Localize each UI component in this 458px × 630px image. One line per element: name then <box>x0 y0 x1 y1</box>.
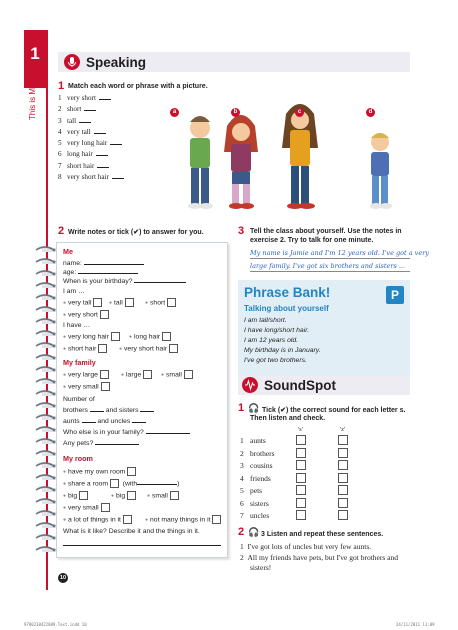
sound-row: 3 cousins <box>238 459 410 472</box>
z-sound-checkbox[interactable] <box>338 473 348 483</box>
word-list-item: 7 short hair <box>58 162 124 173</box>
word-list-item: 5 very long hair <box>58 139 124 150</box>
checkbox[interactable] <box>184 370 193 379</box>
z-sound-checkbox[interactable] <box>338 510 348 520</box>
me-heading: Me <box>63 247 73 256</box>
checkbox[interactable] <box>100 310 109 319</box>
sound-ex1-instruction-2: Then listen and check. <box>250 415 326 422</box>
i-am-label: I am … <box>63 288 85 295</box>
s-sound-checkbox[interactable] <box>296 485 306 495</box>
word-list-item: 2 short <box>58 105 124 116</box>
sound-ex1-number: 1 <box>238 402 245 414</box>
z-sound-checkbox[interactable] <box>338 460 348 470</box>
opt-very-long-hair[interactable]: ● very long hair <box>63 332 120 341</box>
word-list-item: 6 long hair <box>58 150 124 161</box>
headphones-icon: 🎧 <box>248 527 260 537</box>
phrase-line: I have long/short hair. <box>244 327 310 334</box>
picture-label-c: c <box>295 108 304 117</box>
checkbox[interactable] <box>98 344 107 353</box>
col-s-header: 's' <box>298 426 303 433</box>
checkbox[interactable] <box>212 515 221 524</box>
checkbox[interactable] <box>111 332 120 341</box>
s-sound-checkbox[interactable] <box>296 510 306 520</box>
sound-row: 5 pets <box>238 484 410 497</box>
word-list-item: 3 tall <box>58 117 124 128</box>
word-list-item: 8 very short hair <box>58 173 124 184</box>
checkbox[interactable] <box>127 467 136 476</box>
age-label: age: <box>63 269 77 276</box>
opt-big[interactable]: ● big <box>63 491 88 500</box>
sound-row: 2 brothers <box>238 447 410 460</box>
birthday-field[interactable] <box>63 277 186 285</box>
opt-short[interactable]: ● short <box>145 298 176 307</box>
ex1-word-list <box>58 94 124 184</box>
who-else-field[interactable]: Who else is in your family? <box>63 428 190 436</box>
s-sound-checkbox[interactable] <box>296 460 306 470</box>
phrase-bank-title: Phrase Bank! <box>244 285 331 300</box>
word-list-item: 1 very short <box>58 94 124 105</box>
opt-room-big-2[interactable]: ● big <box>111 491 136 500</box>
ex3-instruction-1: Tell the class about yourself. Use the notes in <box>250 228 402 235</box>
character-b <box>224 115 258 209</box>
opt-own-room[interactable]: ● have my own room <box>63 467 136 476</box>
checkbox[interactable] <box>170 491 179 500</box>
opt-very-short[interactable]: ● very short <box>63 310 109 319</box>
sound-word-list <box>238 434 410 522</box>
answer-blank[interactable] <box>112 178 124 179</box>
birthday-question: When is your birthday? <box>63 278 133 285</box>
sound-ex1-instruction-1: Tick (✔) the correct sound for each letter s. <box>262 407 406 414</box>
checkbox[interactable] <box>143 370 152 379</box>
s-sound-checkbox[interactable] <box>296 435 306 445</box>
phrase-line: I've got two brothers. <box>244 357 307 364</box>
opt-very-tall[interactable]: ● very tall <box>63 298 102 307</box>
phrase-bank-subtitle: Talking about yourself <box>244 304 329 313</box>
soundspot-title: SoundSpot <box>264 378 336 393</box>
opt-lot-things[interactable]: ● a lot of things in it <box>63 515 132 524</box>
speaking-title: Speaking <box>86 55 147 70</box>
phrase-bank-icon: P <box>386 286 404 304</box>
opt-very-short-hair[interactable]: ● very short hair <box>119 344 178 353</box>
unit-number: 1 <box>30 44 40 63</box>
soundwave-icon <box>242 377 258 393</box>
opt-very-small-room[interactable]: ● very small <box>63 503 110 512</box>
opt-small[interactable]: ● small <box>161 370 193 379</box>
checkbox[interactable] <box>101 382 110 391</box>
name-label: name: <box>63 260 82 267</box>
headphones-icon: 🎧 <box>248 403 260 413</box>
age-field[interactable] <box>63 268 138 276</box>
sound-row: 4 friends <box>238 472 410 485</box>
checkbox[interactable] <box>101 503 110 512</box>
answer-blank[interactable] <box>96 155 108 156</box>
ex3-example-2: large family. I've got six brothers and sisters ... <box>250 262 406 270</box>
picture-label-a: a <box>170 108 179 117</box>
family-heading: My family <box>63 358 96 367</box>
checkbox[interactable] <box>93 298 102 307</box>
col-z-header: 'z' <box>340 426 346 433</box>
footer-right: 24/11/2011 11:09 <box>396 622 435 627</box>
z-sound-checkbox[interactable] <box>338 435 348 445</box>
checkbox[interactable] <box>127 491 136 500</box>
page-number: 10 <box>59 575 67 581</box>
ex1-instruction: Match each word or phrase with a picture. <box>68 83 208 90</box>
describe-answer-line[interactable] <box>63 545 221 546</box>
notebook-spiral <box>32 244 58 558</box>
checkbox[interactable] <box>167 298 176 307</box>
pets-field[interactable]: Any pets? <box>63 439 139 447</box>
opt-long-hair[interactable]: ● long hair <box>129 332 171 341</box>
ex3-instruction-2: exercise 2. Try to talk for one minute. <box>250 237 374 244</box>
s-sound-checkbox[interactable] <box>296 498 306 508</box>
opt-very-large[interactable]: ● very large <box>63 370 109 379</box>
phrase-line: My birthday is in January. <box>244 347 321 354</box>
describe-prompt: What is it like? Describe it and the things in it. <box>63 528 200 535</box>
opt-tall[interactable]: ● tall <box>109 298 134 307</box>
phrase-line: I am 12 years old. <box>244 337 299 344</box>
opt-not-many[interactable]: ● not many things in it <box>145 515 221 524</box>
checkbox[interactable] <box>100 370 109 379</box>
ex3-line-2 <box>250 271 410 272</box>
checkbox[interactable] <box>123 515 132 524</box>
phrase-line: I am tall/short. <box>244 317 287 324</box>
ex3-example-1: My name is Jamie and I'm 12 years old. I've got a very <box>250 249 429 257</box>
z-sound-checkbox[interactable] <box>338 448 348 458</box>
sound-ex2-number: 2 <box>238 526 245 538</box>
checkbox[interactable] <box>79 491 88 500</box>
number-of-label: Number of <box>63 396 95 403</box>
ex2-instruction: Write notes or tick (✔) to answer for you. <box>68 229 204 236</box>
checkbox[interactable] <box>169 344 178 353</box>
picture-label-b: b <box>231 108 240 117</box>
character-a <box>188 116 213 209</box>
name-field[interactable] <box>63 259 144 267</box>
ex3-line-1 <box>250 258 410 259</box>
footer-left: 9780230422889.Text.indd 10 <box>24 622 87 627</box>
characters-illustration <box>150 100 410 220</box>
sentence-2: 2 All my friends have pets, but I've got brothers and <box>240 553 398 562</box>
s-sound-checkbox[interactable] <box>296 448 306 458</box>
ex3-number: 3 <box>238 225 245 237</box>
opt-very-small[interactable]: ● very small <box>63 382 110 391</box>
opt-large[interactable]: ● large <box>121 370 152 379</box>
ex1-number: 1 <box>58 80 65 92</box>
unit-label: This is Me! <box>28 81 37 120</box>
sound-row: 1 aunts <box>238 434 410 447</box>
phrase-bank-box <box>238 280 410 376</box>
sound-row: 7 uncles <box>238 509 410 522</box>
answer-blank[interactable] <box>99 99 111 100</box>
answer-blank[interactable] <box>97 167 109 168</box>
word-list-item: 4 very tall <box>58 128 124 139</box>
opt-share-room[interactable]: ● share a room (with ) <box>63 480 180 488</box>
answer-blank[interactable] <box>84 110 96 111</box>
sound-row: 6 sisters <box>238 497 410 510</box>
opt-room-small[interactable]: ● small <box>147 491 179 500</box>
brothers-sisters-field[interactable]: brothers and sisters <box>63 406 154 414</box>
i-have-label: I have … <box>63 322 91 329</box>
notebook-form <box>56 242 228 558</box>
s-sound-checkbox[interactable] <box>296 473 306 483</box>
answer-blank[interactable] <box>79 122 91 123</box>
sound-ex2-instruction: 3 Listen and repeat these sentences. <box>261 531 384 538</box>
z-sound-checkbox[interactable] <box>338 498 348 508</box>
sentence-1: 1 I've got lots of uncles but very few aunts. <box>240 542 372 551</box>
character-d <box>370 133 392 209</box>
answer-blank[interactable] <box>110 144 122 145</box>
checkbox[interactable] <box>125 298 134 307</box>
room-heading: My room <box>63 454 93 463</box>
microphone-icon <box>64 54 80 70</box>
checkbox[interactable] <box>162 332 171 341</box>
sentence-2-cont: sisters! <box>250 563 272 572</box>
z-sound-checkbox[interactable] <box>338 485 348 495</box>
ex2-number: 2 <box>58 225 65 237</box>
answer-blank[interactable] <box>94 133 106 134</box>
checkbox[interactable] <box>110 479 119 488</box>
aunts-uncles-field[interactable]: aunts and uncles <box>63 417 146 425</box>
character-c <box>282 104 318 209</box>
opt-short-hair[interactable]: ● short hair <box>63 344 107 353</box>
picture-label-d: d <box>366 108 375 117</box>
